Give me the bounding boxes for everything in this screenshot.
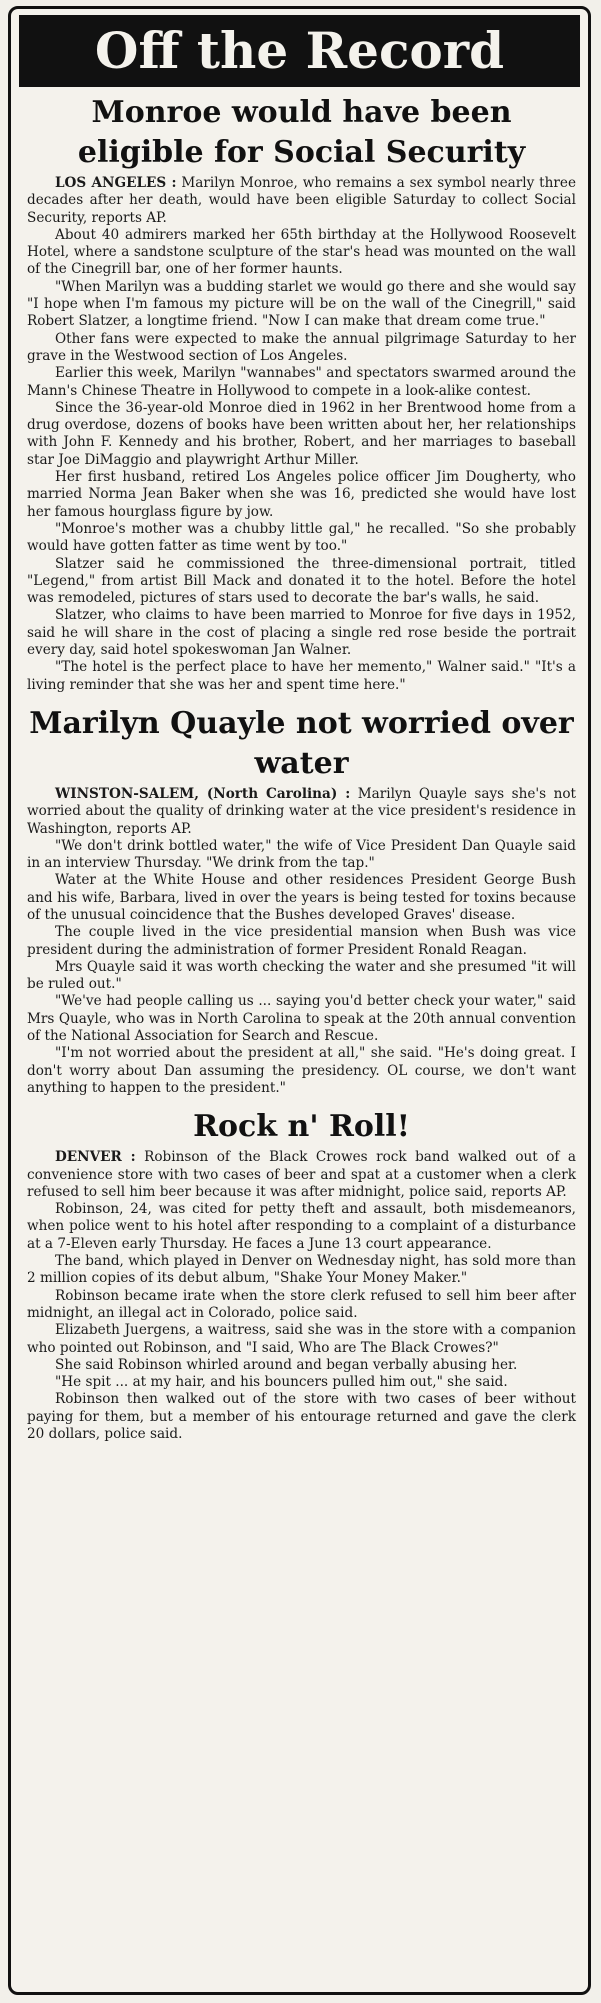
article-paragraph: Robinson then walked out of the store with two cases of beer without paying for them, but a member of his entourage returned and gave the clerk 20 dollars, police said. (27, 1391, 576, 1442)
article-paragraph: "We don't drink bottled water," the wife of Vice President Dan Quayle said in an interview Thursday. "We drink from the tap." (27, 837, 576, 872)
article-paragraph: "I'm not worried about the president at all," she said. "He's doing great. I don't worry about Dan assuming the presidency. OL course, we don't want anything to happen to the president." (27, 1045, 576, 1096)
article-paragraph: Mrs Quayle said it was worth checking the water and she presumed "it will be ruled out." (27, 958, 576, 993)
paragraph-text: Marilyn Monroe, who remains a sex symbol nearly three decades after her death, would have been eligible Saturday to collect Social Security, reports AP. (27, 175, 576, 226)
article-paragraph: Robinson, 24, was cited for petty theft and assault, both misdemeanors, when police went to his hotel after responding to a complaint of a disturbance at a 7-Eleven early Thursday. He faces a June 13 court appearance. (27, 1201, 576, 1252)
article-dateline: WINSTON-SALEM, (North Carolina) : (55, 785, 351, 802)
article (27, 704, 576, 1097)
article-headline: Monroe would have been eligible for Social Security (77, 95, 526, 170)
article-paragraph: "We've had people calling us ... saying you'd better check your water," said Mrs Quayle, who was in North Carolina to speak at the 20th annual convention of the National Association for Search and Rescue. (27, 993, 576, 1045)
newspaper-column (8, 6, 591, 1995)
article-paragraph: Water at the White House and other residences President George Bush and his wife, Barbara, lived in over the years is being tested for toxins because of the unusual coincidence that the Bushes developed Graves' disease. (27, 872, 576, 923)
article-headline: Rock n' Roll! (193, 1109, 410, 1145)
articles-container (11, 93, 588, 1443)
article-paragraph: "When Marilyn was a budding starlet we would go there and she would say "I hope when I'm famous my picture will be on the wall of the Cinegrill," said Robert Slatzer, a longtime friend. "Now I can make that dream come true." (27, 278, 576, 330)
article-paragraph: "He spit ... at my hair, and his bouncers pulled him out," she said. (55, 1374, 508, 1391)
article-paragraph: The couple lived in the vice presidential mansion when Bush was vice president during the administration of former President Ronald Reagan. (27, 924, 576, 958)
paragraph-text: Robinson of the Black Crowes rock band walked out of a convenience store with two cases of beer and spat at a customer when a clerk refused to sell him beer because it was after midnight, police said, reports AP. (27, 1149, 576, 1200)
section-title: Off the Record (94, 21, 505, 80)
article-paragraph (27, 175, 576, 227)
paragraph-text: Marilyn Quayle says she's not worried about the quality of drinking water at the vice president's residence in Washington, reports AP. (27, 785, 576, 837)
article-paragraph: She said Robinson whirled around and began verbally abusing her. (55, 1356, 518, 1373)
article-paragraph (27, 1149, 576, 1201)
article-dateline: DENVER : (55, 1149, 136, 1166)
article-paragraph (27, 786, 576, 838)
article-paragraph: Since the 36-year-old Monroe died in 1962 in her Brentwood home from a drug overdose, dozens of books have been written about her, her relationships with John F. Kennedy and his brother, Robert, and her marriages to baseball star Joe DiMaggio and playwright Arthur Miller. (27, 399, 576, 468)
article-paragraph: "The hotel is the perfect place to have her memento," Walner said." "It's a living reminder that she was her and spent time here." (27, 659, 576, 693)
article-paragraph: Slatzer, who claims to have been married to Monroe for five days in 1952, said he will share in the cost of placing a single red rose beside the portrait every day, said hotel spokeswoman Jan Walner. (27, 607, 576, 659)
article (27, 1107, 576, 1443)
article-paragraph: About 40 admirers marked her 65th birthday at the Hollywood Roosevelt Hotel, where a sandstone sculpture of the star's head was mounted on the wall of the Cinegrill bar, one of her former haunts. (27, 226, 576, 278)
article (27, 93, 576, 694)
article-paragraph: Slatzer said he commissioned the three-dimensional portrait, titled "Legend," from artist Bill Mack and donated it to the hotel. Before the hotel was remodeled, pictures of stars used to decorate the bar's walls, he said. (27, 555, 576, 607)
article-paragraph: Her first husband, retired Los Angeles police officer Jim Dougherty, who married Norma Jean Baker when she was 16, predicted she would have lost her famous hourglass figure by jow. (27, 469, 576, 520)
article-paragraph: Robinson became irate when the store clerk refused to sell him beer after midnight, an illegal act in Colorado, police said. (27, 1287, 576, 1321)
article-paragraph: Earlier this week, Marilyn "wannabes" and spectators swarmed around the Mann's Chinese Theatre in Hollywood to compete in a look-alike contest. (27, 365, 576, 399)
article-paragraph: Elizabeth Juergens, a waitress, said she was in the store with a companion who pointed out Robinson, and "I said, Who are The Black Crowes?" (27, 1322, 576, 1356)
article-paragraph: The band, which played in Denver on Wednesday night, has sold more than 2 million copies of its debut album, "Shake Your Money Maker." (27, 1253, 576, 1287)
article-headline: Marilyn Quayle not worried over water (29, 705, 574, 781)
article-paragraph: Other fans were expected to make the annual pilgrimage Saturday to her grave in the Westwood section of Los Angeles. (27, 330, 576, 364)
section-banner (19, 15, 580, 87)
article-paragraph: "Monroe's mother was a chubby little gal," he recalled. "So she probably would have gotten fatter as time went by too." (27, 520, 576, 555)
article-dateline: LOS ANGELES : (55, 175, 177, 191)
